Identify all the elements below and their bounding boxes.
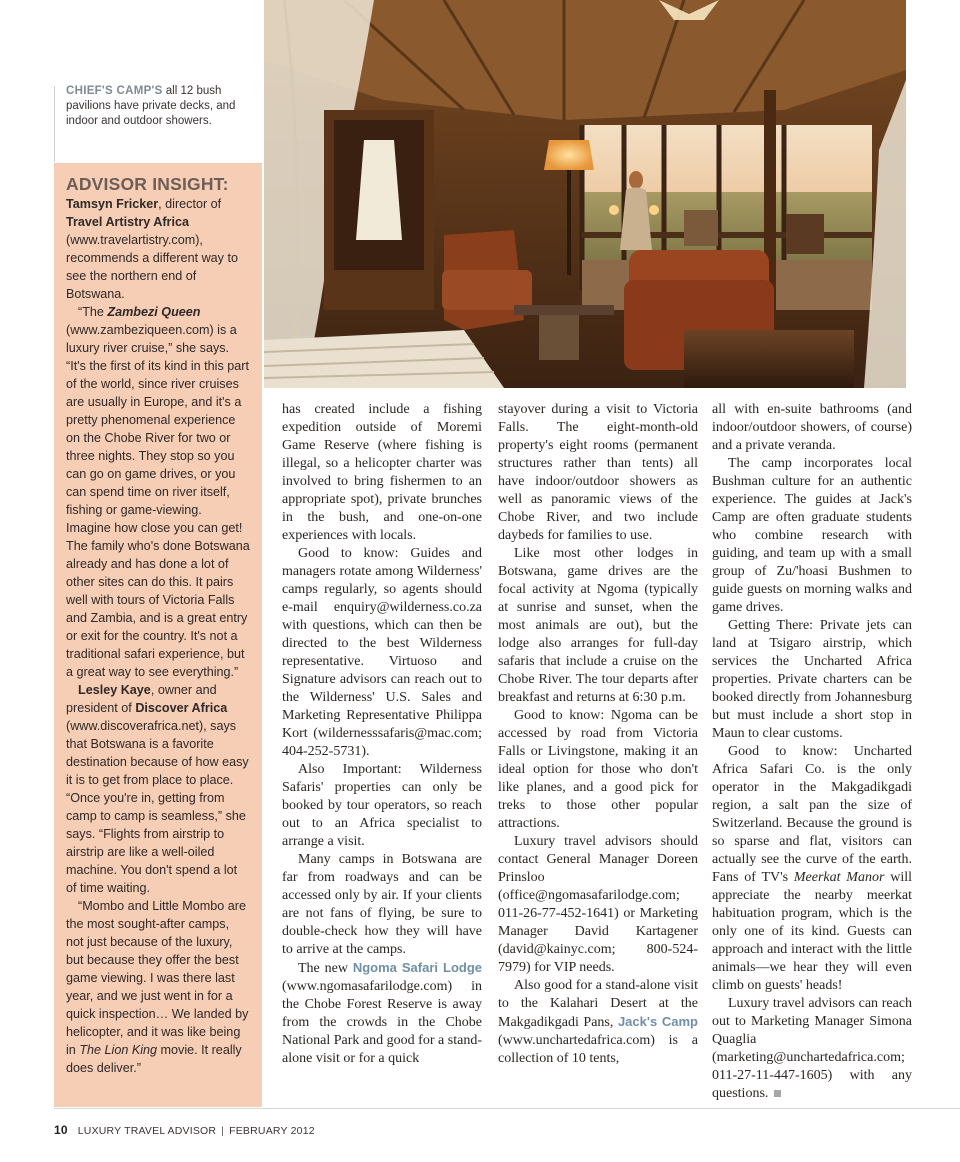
sidebar-text: (www.discoverafrica.net), says that Botswana is a favorite destination because of how easy it is to get from place to place. “Once you're in, getting from camp to camp is seamless,” she says. “Flights from airstrip to airstrip are like a well-oiled machine. You don't spend a lot of time waiting. [66,719,249,895]
article-paragraph: has created include a fishing expedition outside of Moremi Game Reserve (where fishing is illegal, so a helicopter charter was involved to bring fishermen to an appropriate spot), private brunches in the bush, and one-on-one experiences with locals. [282,402,482,543]
film-title: The Lion King [79,1043,158,1057]
advisor-name: Tamsyn Fricker [66,197,159,211]
article-text: Also good for a stand-alone visit to the Kalahari Desert at the Makgadikgadi Pans, [498,978,698,1030]
sidebar-text: “The [78,305,108,319]
advisor-name: Lesley Kaye [78,683,151,697]
article-paragraph: stayover during a visit to Victoria Falls. The eight-month-old property's eight rooms (permanent structures rather than tents) all have indoor/outdoor showers as well as panoramic views of the Chobe River, and two include daybeds for families to use. [498,402,698,543]
article-text: (www.unchartedafrica.com) is a collection of 10 tents, [498,1033,698,1066]
article-paragraph [712,995,912,1103]
article-paragraph: Many camps in Botswana are far from roadways and can be accessed only by air. If your clients are not fans of flying, be sure to double-check how they will have to arrive at the camps. [282,852,482,957]
advisor-company: Discover Africa [135,701,228,715]
issue-date: FEBRUARY 2012 [229,1125,315,1137]
sidebar-text: “Mombo and Little Mombo are the most sought-after camps, not just because of the luxury, but because they offer the best game viewing. I was there last year, and we just went in for a quick inspection… We landed by helicopter, and it was like being in [66,899,249,1057]
photo-caption [66,84,246,129]
magazine-name: LUXURY TRAVEL ADVISOR [77,1125,217,1137]
article-paragraph: Getting There: Private jets can land at Tsigaro airstrip, which services the Uncharted Africa properties. Private charters can be booked directly from Johannesburg but must include a short stop in Maun to clear customs. [712,618,912,741]
article-paragraph [498,977,698,1068]
article-paragraph [712,743,912,995]
sidebar-text: , director of [158,197,222,211]
sidebar-paragraph [66,897,250,1077]
article-column-3 [712,401,912,1103]
footer-separator: | [221,1125,225,1137]
article-paragraph: Good to know: Ngoma can be accessed by road from Victoria Falls or Livingstone, making it an ideal option for those who don't like planes, and a good pick for treks to those other popular attractions. [498,708,698,831]
sidebar-text: (www.zambeziqueen.com) is a luxury river cruise,” she says. “It's the first of its kind in this part of the world, since river cruises are usually in Europe, and it's a pretty phenomenal experience on the Chobe River for two or three nights. They stop so you can go on game drives, or you can spend time on river itself, fishing or game-viewing. Imagine how close you can get! The family who's done Botswana already and has done a lot of other sites can do this. It pairs well with tours of Victoria Falls and Zambia, and is a great entry or exit for the country. It's not a traditional safari experience, but a great way to see everything.” [66,323,250,679]
article-paragraph: Like most other lodges in Botswana, game drives are the focal activity at Ngoma (typically at sunrise and sunset, when the most animals are out), but the lodge also arranges for full-day safaris that include a cruise on the Chobe River. The tour departs after breakfast and returns at 6:30 p.m. [498,546,698,705]
sidebar-text: , owner and president of [66,683,217,715]
page-number: 10 [54,1123,68,1137]
advisor-insight-sidebar [54,163,262,1107]
sidebar-paragraph [66,681,250,897]
article-text: (www.ngomasafarilodge.com) in the Chobe Forest Reserve is away from the crowds in the Chobe National Park and good for a stand-alone visit or for a quick [282,979,482,1066]
end-mark-icon [774,1090,781,1097]
article-paragraph: Also Important: Wilderness Safaris' properties can only be booked by tour operators, so reach out to an Africa specialist to arrange a visit. [282,762,482,849]
sidebar-paragraph [66,195,250,303]
article-text: will appreciate the nearby meerkat habituation program, which is the only one of its kind. Guests can approach and interact with the little animals—we hear they will even climb on guests' heads! [712,870,912,993]
article-text: The new [298,961,353,976]
sidebar-text: movie. It really does deliver.” [66,1043,242,1075]
sidebar-title: ADVISOR INSIGHT: [66,174,229,194]
hero-photo [264,0,906,388]
article-column-2 [498,401,698,1068]
article-text: Good to know: Uncharted Africa Safari Co. is the only operator in the Makgadikgadi region, a salt pan the size of Switzerland. Because the ground is so sparse and flat, visitors can actually see the curve of the earth. Fans of TV's [712,744,912,885]
article-paragraph: Good to know: Guides and managers rotate among Wilderness' camps regularly, so agents should e-mail enquiry@wilderness.co.za with questions, which can then be directed to the best Wilderness representative. Virtuoso and Signature advisors can reach out to the Wilderness' U.S. Sales and Marketing Representative Philippa Kort (wildernesssafaris@mac.com; 404-252-5731). [282,546,482,759]
lodge-name-ngoma: Ngoma Safari Lodge [352,960,482,975]
sidebar-paragraph [66,303,250,681]
article-text: Luxury travel advisors can reach out to Marketing Manager Simona Quaglia (marketing@unchartedafrica.com; 011-27-11-447-1605) with any questions. [712,996,912,1101]
caption-rule [54,86,55,162]
article-paragraph: The camp incorporates local Bushman culture for an authentic experience. The guides at Jack's Camp are often graduate students who combine research with guiding, and team up with a small group of Zu/'hoasi Bushmen to guide guests on morning walks and game drives. [712,456,912,615]
caption-lead: CHIEF'S CAMP'S [66,85,163,97]
show-title: Meerkat Manor [793,870,885,885]
caption-text: all 12 bush pavilions have private decks, and indoor and outdoor showers. [66,85,236,127]
boat-name: Zambezi Queen [107,305,201,319]
footer-rule [54,1108,960,1109]
page-footer [54,1123,315,1137]
sidebar-text: (www.travelartistry.com), recommends a different way to see the northern end of Botswana. [66,233,238,301]
advisor-company: Travel Artistry Africa [66,215,189,229]
article-paragraph: all with en-suite bathrooms (and indoor/outdoor showers, of course) and a private veranda. [712,402,912,453]
article-paragraph [282,959,482,1068]
article-paragraph: Luxury travel advisors should contact General Manager Doreen Prinsloo (office@ngomasafarilodge.com; 011-26-77-452-1641) or Marketing Manager David Kartagener (david@kainyc.com; 800-524-7979) for VIP needs. [498,834,698,975]
lodge-name-jacks-camp: Jack's Camp [617,1014,698,1029]
article-column-1 [282,401,482,1068]
